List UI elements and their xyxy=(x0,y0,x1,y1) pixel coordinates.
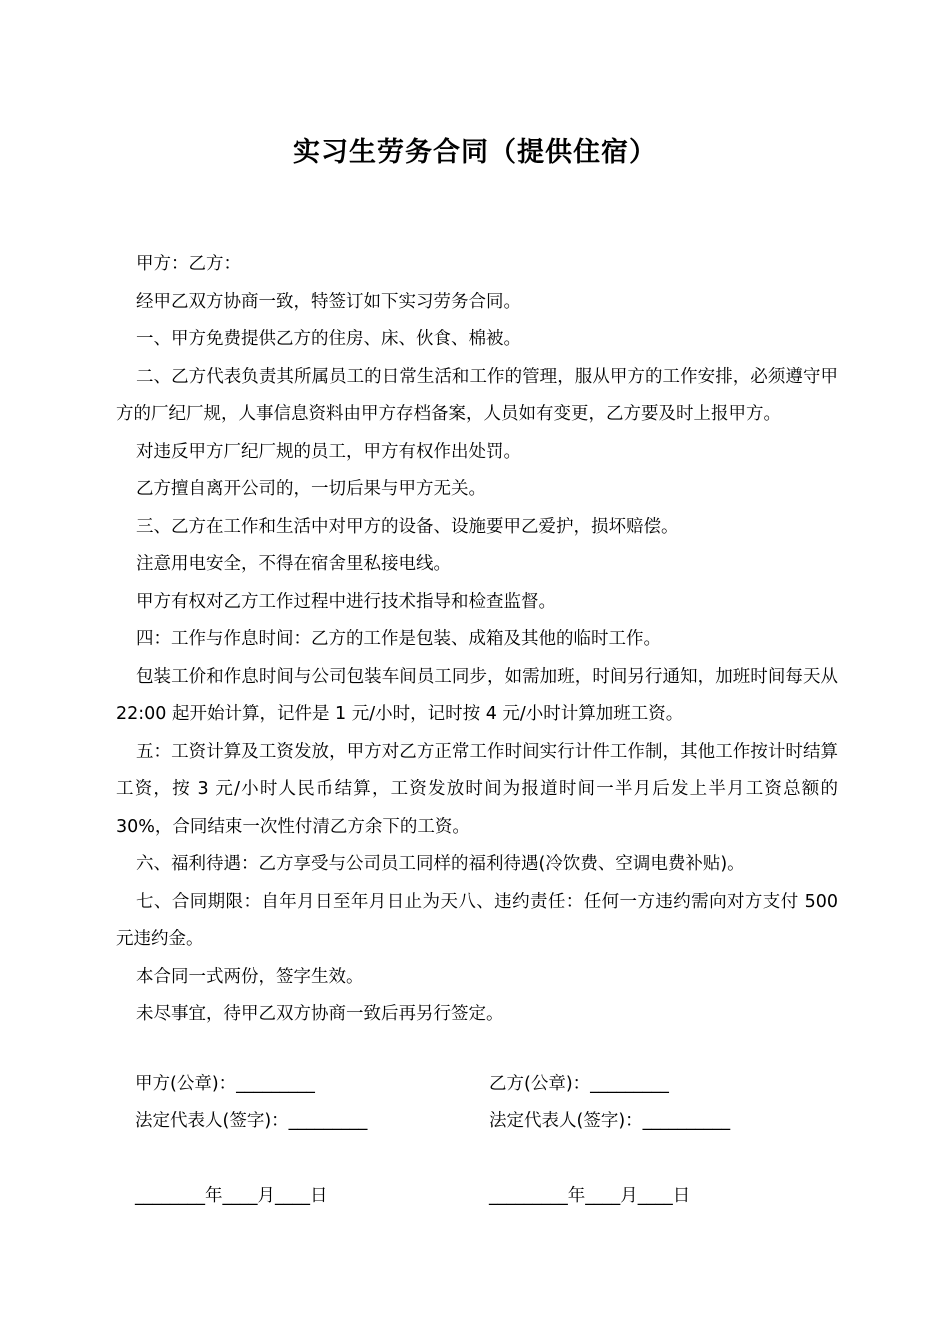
clause-1: 一、甲方免费提供乙方的住房、床、伙食、棉被。 xyxy=(136,329,521,349)
date-row xyxy=(135,1181,835,1301)
document-title: 实习生劳务合同（提供住宿） xyxy=(293,137,657,168)
clause-2-departure: 乙方擅自离开公司的，一切后果与甲方无关。 xyxy=(136,479,486,499)
parties-line: 甲方：乙方： xyxy=(136,254,241,274)
copies-clause: 本合同一式两份，签字生效。 xyxy=(136,966,364,987)
clause-5: 五：工资计算及工资发放，甲方对乙方正常工作时间实行计件工作制，其他工作按计时结算工资，按 3 元/小时人民币结算，工资发放时间为报道时间一半月后发上半月工资总额的 30%，合同结束一次性付清乙方余下的工资。 xyxy=(116,741,838,837)
intro-paragraph: 经甲乙双方协商一致，特签订如下实习劳务合同。 xyxy=(136,291,521,312)
party-a-date-field: ________年____月____日 xyxy=(135,1186,328,1206)
party-b-date-field: _________年____月____日 xyxy=(489,1186,691,1206)
other-matters-clause: 未尽事宜，待甲乙双方协商一致后再另行签定。 xyxy=(136,1004,504,1024)
clause-3-supervision: 甲方有权对乙方工作过程中进行技术指导和检查监督。 xyxy=(136,591,556,612)
clause-2-penalty: 对违反甲方厂纪厂规的员工，甲方有权作出处罚。 xyxy=(136,441,521,462)
clause-2: 二、乙方代表负责其所属员工的日常生活和工作的管理，服从甲方的工作安排，必须遵守甲方的厂纪厂规，人事信息资料由甲方存档备案，人员如有变更，乙方要及时上报甲方。 xyxy=(116,366,838,424)
clause-4: 四：工作与作息时间：乙方的工作是包装、成箱及其他的临时工作。 xyxy=(136,629,661,649)
clause-7-8: 七、合同期限：自年月日至年月日止为天八、违约责任：任何一方违约需向对方支付 500 元违约金。 xyxy=(116,891,838,949)
party-a-representative-field: 法定代表人(签字)：_________ xyxy=(135,1111,368,1131)
party-a-seal-field: 甲方(公章)：_________ xyxy=(135,1074,315,1094)
party-b-seal-field: 乙方(公章)：_________ xyxy=(489,1074,669,1094)
clause-6: 六、福利待遇：乙方享受与公司员工同样的福利待遇(冷饮费、空调电费补贴)。 xyxy=(136,854,745,874)
clause-3-electric-safety: 注意用电安全，不得在宿舍里私接电线。 xyxy=(136,554,451,574)
contract-body xyxy=(116,246,838,1034)
clause-4-overtime: 包装工价和作息时间与公司包装车间员工同步，如需加班，时间另行通知，加班时间每天从 22:00 起开始计算，记件是 1 元/小时，记时按 4 元/小时计算加班工资。 xyxy=(116,666,838,724)
party-b-representative-field: 法定代表人(签字)：__________ xyxy=(489,1111,731,1131)
clause-3: 三、乙方在工作和生活中对甲方的设备、设施要甲乙爱护，损坏赔偿。 xyxy=(136,516,679,537)
